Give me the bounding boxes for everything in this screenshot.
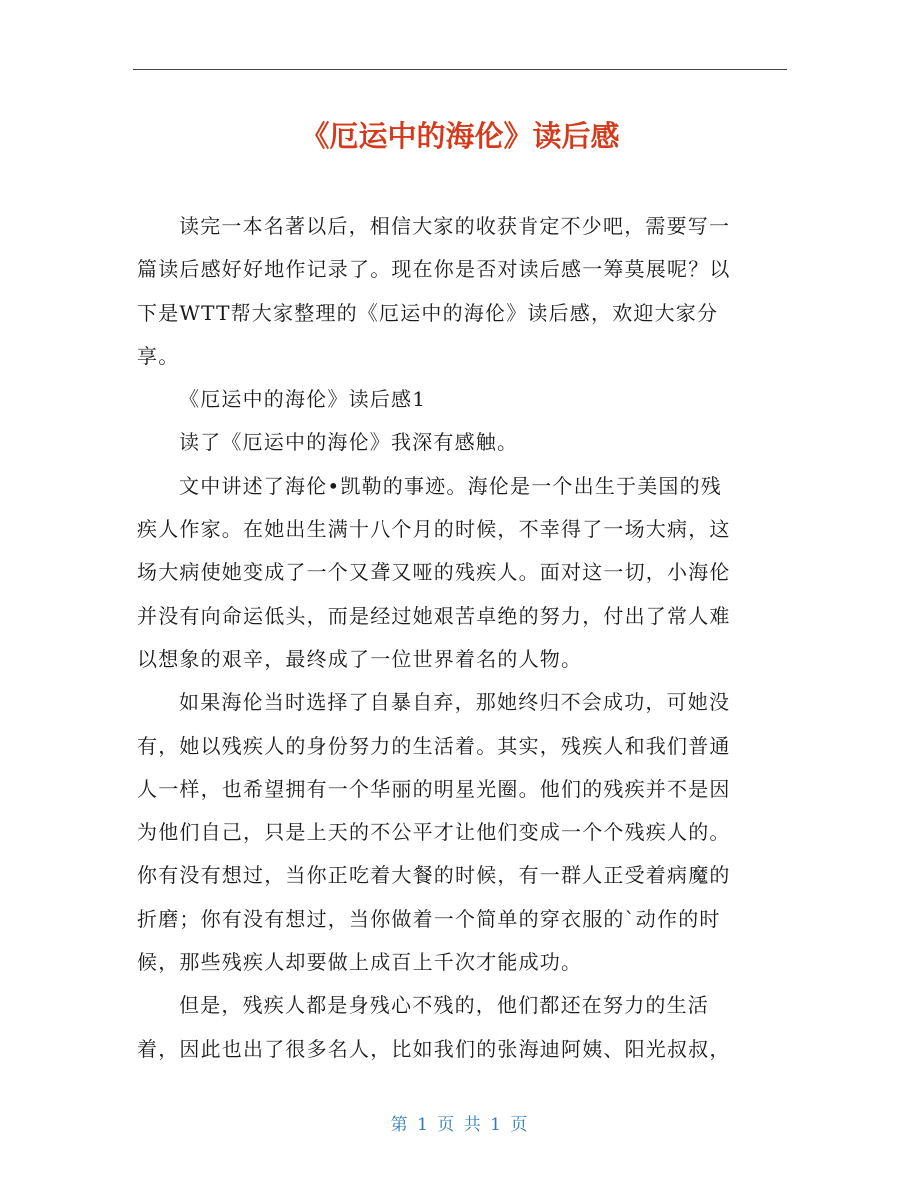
body-line-19: 但是，残疾人都是身残心不残的，他们都还在努力的生活	[179, 993, 709, 1018]
body-line-17: 折磨；你有没有想过，当你做着一个简单的穿衣服的`动作的时	[137, 906, 721, 931]
header-rule	[133, 69, 787, 70]
body-line-6: 读了《厄运中的海伦》我深有感触。	[179, 430, 519, 455]
body-line-7: 文中讲述了海伦•凯勒的事迹。海伦是一个出生于美国的残	[179, 473, 722, 498]
body-line-3: 下是WTT帮大家整理的《厄运中的海伦》读后感，欢迎大家分	[137, 300, 719, 325]
body-line-9: 场大病使她变成了一个又聋又哑的残疾人。面对这一切，小海伦	[137, 560, 731, 585]
body-line-2: 篇读后感好好地作记录了。现在你是否对读后感一筹莫展呢？以	[137, 257, 731, 282]
body-line-10: 并没有向命运低头，而是经过她艰苦卓绝的努力，付出了常人难	[137, 603, 731, 628]
body-line-1: 读完一本名著以后，相信大家的收获肯定不少吧，需要写一	[179, 214, 731, 238]
body-line-4: 享。	[137, 343, 180, 368]
page-number-footer: 第 1 页 共 1 页	[390, 1115, 530, 1135]
body-line-13: 有，她以残疾人的身份努力的生活着。其实，残疾人和我们普通	[137, 733, 731, 758]
body-line-14: 人一样，也希望拥有一个华丽的明星光圈。他们的残疾并不是因	[137, 776, 731, 801]
body-line-12: 如果海伦当时选择了自暴自弃，那她终归不会成功，可她没	[179, 690, 731, 715]
body-line-18: 候，那些残疾人却要做上成百上千次才能成功。	[137, 950, 583, 975]
document-title: 《厄运中的海伦》读后感	[300, 119, 620, 153]
document-body	[137, 205, 771, 1071]
body-line-5: 《厄运中的海伦》读后感1	[179, 387, 427, 412]
body-line-8: 疾人作家。在她出生满十八个月的时候，不幸得了一场大病，这	[137, 517, 731, 542]
body-line-11: 以想象的艰辛，最终成了一位世界着名的人物。	[137, 646, 583, 671]
body-line-20: 着，因此也出了很多名人，比如我们的张海迪阿姨、阳光叔叔，	[137, 1036, 731, 1061]
body-line-15: 为他们自己，只是上天的不公平才让他们变成一个个残疾人的。	[137, 820, 731, 845]
body-line-16: 你有没有想过，当你正吃着大餐的时候，有一群人正受着病魔的	[137, 863, 731, 888]
